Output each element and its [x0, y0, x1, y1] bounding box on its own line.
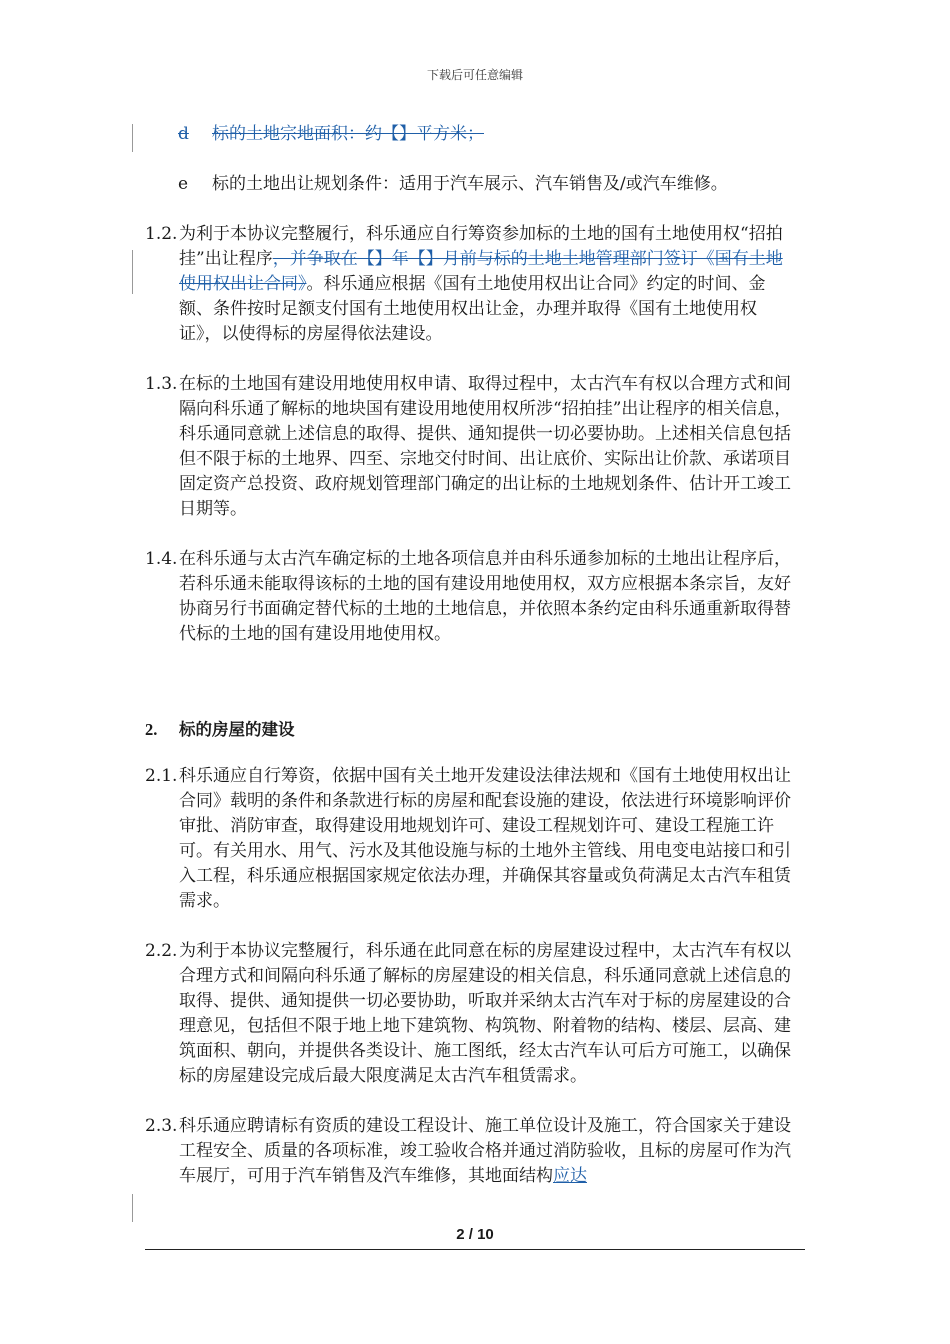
clause-2-3 — [145, 1114, 795, 1189]
clause-1-2 — [145, 222, 795, 347]
section-title: 标的房屋的建设 — [179, 720, 295, 739]
item-text: 标的土地出让规划条件：适用于汽车展示、汽车销售及/或汽车维修。 — [212, 174, 728, 194]
clause-1-3 — [145, 372, 795, 522]
document-body — [145, 122, 795, 1189]
clause-text: 在标的土地国有建设用地使用权申请、取得过程中，太古汽车有权以合理方式和间隔向科乐通了解标的地块国有建设用地使用权所涉“招拍挂”出让程序的相关信息，科乐通同意就上述信息的取得、提供、通知提供一切必要协助。上述相关信息包括但不限于标的土地界、四至、宗地交付时间、出让底价、实际出让价款、承诺项目固定资产总投资、政府规划管理部门确定的出让标的土地规划条件、估计开工竣工日期等。 — [179, 374, 792, 519]
section-number: 2. — [145, 720, 158, 739]
clause-number: 1.2. — [145, 224, 178, 244]
clause-text: 为利于本协议完整履行，科乐通应自行筹资参加标的土地的国有土地使用权“招拍挂”出让程序 — [179, 224, 783, 269]
clause-text: 。科乐通应根据《国有土地使用权出让合同》约定的时间、金额、条件按时足额支付国有土地使用权出让金，办理并取得《国有土地使用权证》，以使得标的房屋得依法建设。 — [179, 274, 766, 344]
page-header: 下载后可任意编辑 — [426, 68, 523, 82]
revision-bar — [132, 250, 133, 294]
list-item-d — [145, 122, 795, 147]
revision-bar — [132, 124, 133, 152]
section-heading-2 — [145, 717, 795, 742]
clause-text: 科乐通应自行筹资，依据中国有关土地开发建设法律法规和《国有土地使用权出让合同》载明的条件和条款进行标的房屋和配套设施的建设，依法进行环境影响评价审批、消防审查，取得建设用地规划许可、建设工程规划许可、建设工程施工许可。有关用水、用气、污水及其他设施与标的土地外主管线、用电变电站接口和引入工程，科乐通应根据国家规定依法办理，并确保其容量或负荷满足太古汽车租赁需求。 — [179, 766, 791, 911]
clause-number: 1.4. — [145, 549, 178, 569]
clause-number: 2.1. — [145, 766, 178, 786]
clause-text: 在科乐通与太古汽车确定标的土地各项信息并由科乐通参加标的土地出让程序后，若科乐通未能取得该标的土地的国有建设用地使用权，双方应根据本条宗旨，友好协商另行书面确定替代标的土地的土地信息，并依照本条约定由科乐通重新取得替代标的土地的国有建设用地使用权。 — [179, 549, 791, 644]
clause-2-2 — [145, 939, 795, 1089]
list-item-e — [145, 172, 795, 197]
page-number: 2 / 10 — [456, 1226, 494, 1243]
clause-number: 2.3. — [145, 1116, 178, 1136]
clause-1-4 — [145, 547, 795, 647]
footer-divider — [145, 1249, 805, 1250]
clause-2-1 — [145, 764, 795, 914]
item-letter: e — [178, 174, 189, 194]
clause-number: 1.3. — [145, 374, 178, 394]
clause-text: 为利于本协议完整履行，科乐通在此同意在标的房屋建设过程中，太古汽车有权以合理方式和间隔向科乐通了解标的房屋建设的相关信息，科乐通同意就上述信息的取得、提供、通知提供一切必要协助，听取并采纳太古汽车对于标的房屋建设的合理意见，包括但不限于地上地下建筑物、构筑物、附着物的结构、楼层、层高、建筑面积、朝向，并提供各类设计、施工图纸，经太古汽车认可后方可施工，以确保标的房屋建设完成后最大限度满足太古汽车租赁需求。 — [179, 941, 791, 1086]
item-letter: d — [178, 124, 189, 144]
revision-bar — [132, 1194, 133, 1222]
deleted-text: ，并争取在【】年【】月前与标的土地土地管理部门签订《国有土地使用权出让合同》 — [179, 249, 783, 294]
inserted-text: 应达 — [553, 1166, 587, 1186]
clause-number: 2.2. — [145, 941, 178, 961]
deleted-text: 标的土地宗地面积：约【】平方米； — [212, 124, 484, 144]
clause-text: 科乐通应聘请标有资质的建设工程设计、施工单位设计及施工，符合国家关于建设工程安全、质量的各项标准，竣工验收合格并通过消防验收，且标的房屋可作为汽车展厅，可用于汽车销售及汽车维修，其地面结构 — [179, 1116, 791, 1186]
